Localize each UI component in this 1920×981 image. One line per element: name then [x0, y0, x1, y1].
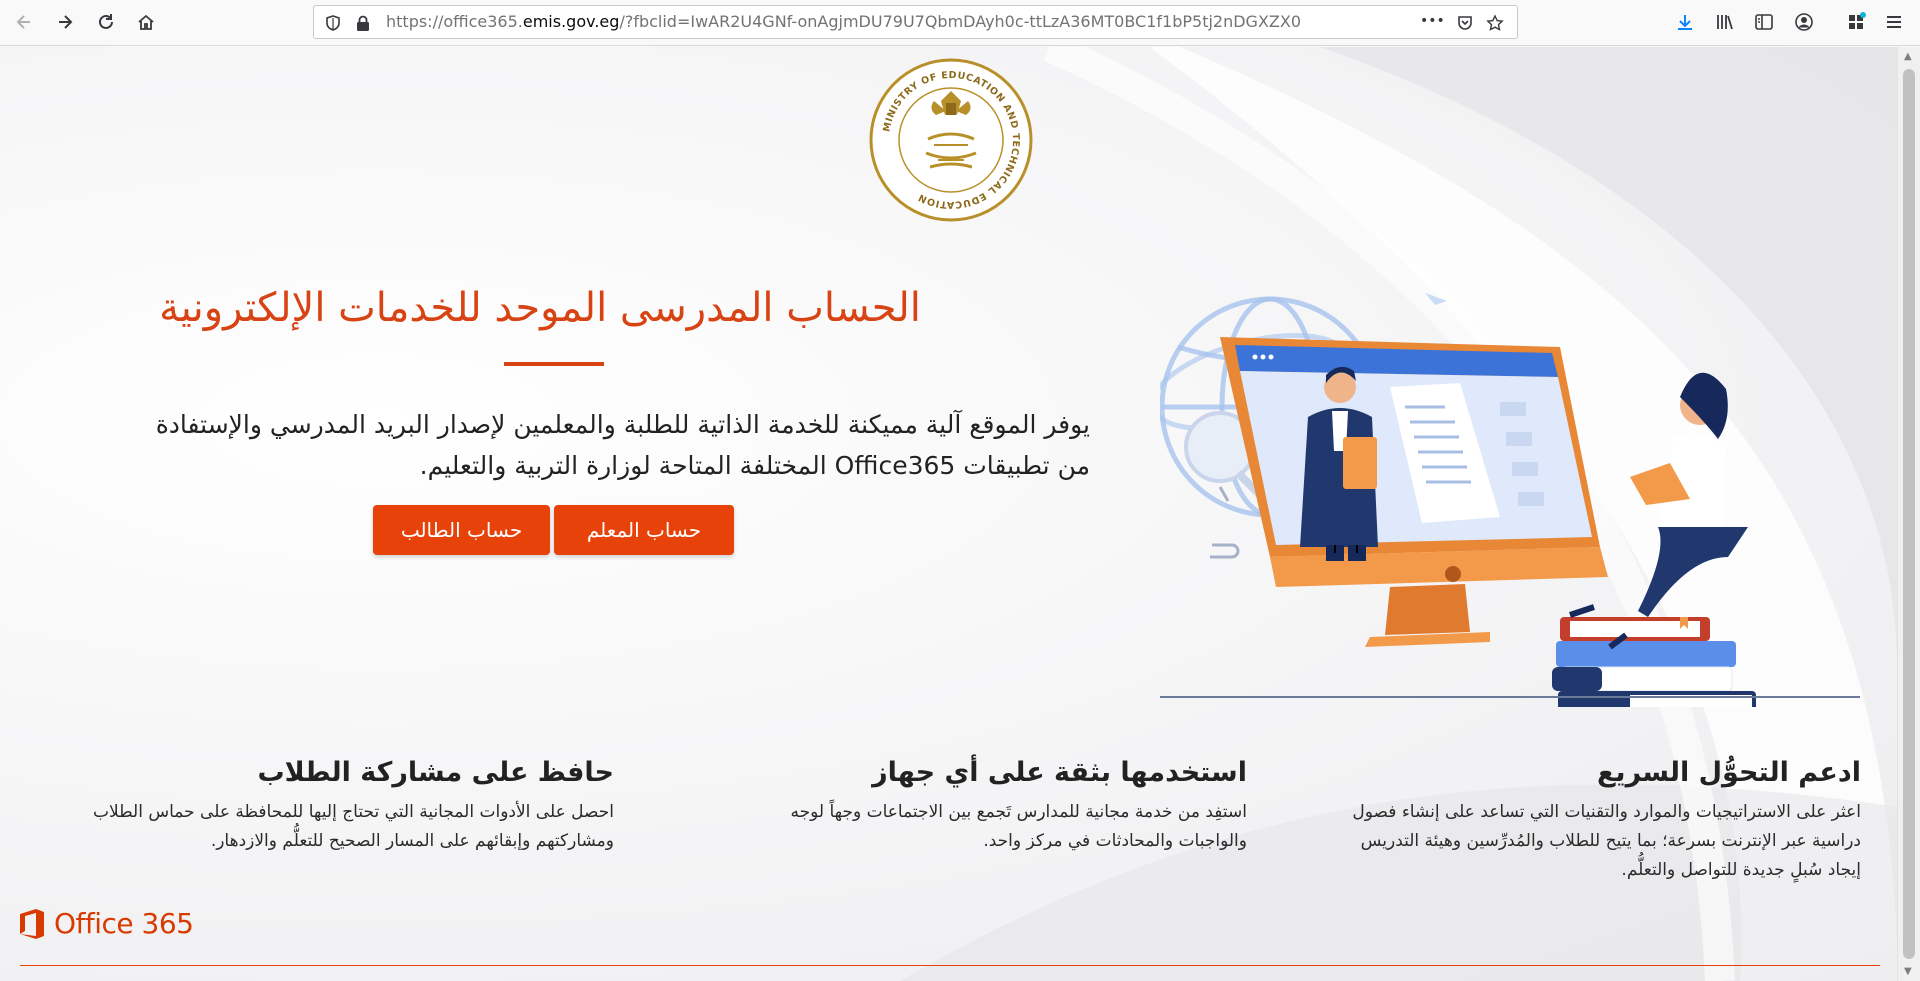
office365-label: Office 365	[54, 907, 194, 940]
feature-title: استخدمها بثقة على أي جهاز	[872, 757, 1247, 788]
url-prefix: https://office365.	[386, 12, 523, 31]
reload-button[interactable]	[90, 7, 122, 37]
forward-button[interactable]	[49, 7, 81, 37]
url-domain: emis.gov.eg	[522, 12, 620, 31]
download-arrow-icon	[1675, 12, 1695, 32]
library-button[interactable]	[1709, 7, 1741, 37]
hero-description-line: يوفر الموقع آلية مميكنة للخدمة الذاتية للطلبة والمعلمين لإصدار البريد المدرسي والإستفادة	[155, 410, 1090, 439]
feature-any-device	[687, 757, 1247, 856]
feature-text-line: استفِد من خدمة مجانية للمدارس تَجمع بين الاجتماعات وجهاً لوجه	[790, 802, 1247, 822]
account-icon	[1794, 12, 1814, 32]
e-learning-illustration	[1160, 287, 1860, 707]
feature-text-line: ومشاركتهم وإبقائهم على المسار الصحيح للتعلُّم والازدهار.	[210, 831, 614, 851]
library-icon	[1715, 12, 1735, 32]
hero-description-line: من تطبيقات Office365 المختلفة المتاحة لوزارة التربية والتعليم.	[419, 451, 1090, 480]
extensions-button[interactable]	[1840, 7, 1872, 37]
downloads-button[interactable]	[1669, 7, 1701, 37]
feature-text-line: احصل على الأدوات المجانية التي تحتاج إليها للمحافظة على حماس الطلاب	[92, 802, 614, 822]
student-account-button[interactable]: حساب الطالب	[373, 505, 550, 555]
svg-text:MINISTRY OF EDUCATION AND TECH: MINISTRY OF EDUCATION AND TECHNICAL EDUCATION	[881, 69, 1022, 211]
reload-icon	[96, 12, 116, 32]
url-text[interactable]	[386, 6, 1301, 38]
hero-title: الحساب المدرسى الموحد للخدمات الإلكترونية	[159, 285, 921, 331]
lock-icon[interactable]	[354, 14, 372, 32]
extensions-icon	[1846, 12, 1866, 32]
footer-divider	[20, 965, 1880, 966]
menu-button[interactable]	[1878, 7, 1910, 37]
home-button[interactable]	[130, 7, 162, 37]
teacher-account-button[interactable]: حساب المعلم	[554, 505, 734, 555]
books-stack-icon	[1552, 617, 1756, 707]
scroll-thumb[interactable]	[1903, 69, 1915, 959]
address-bar[interactable]	[313, 5, 1518, 39]
feature-text-line: دراسية عبر الإنترنت بسرعة؛ بما يتيح للطلاب والمُدرِّسين وهيئة التدريس	[1360, 831, 1861, 851]
scroll-up-arrow-icon[interactable]: ▲	[1904, 51, 1912, 62]
pocket-icon[interactable]	[1456, 14, 1474, 32]
title-underline	[504, 362, 604, 366]
feature-title: حافظ على مشاركة الطلاب	[257, 757, 614, 788]
tracking-shield-icon[interactable]	[324, 14, 342, 32]
home-icon	[136, 12, 156, 32]
back-arrow-icon	[14, 12, 34, 32]
page-actions-button[interactable]: •••	[1420, 13, 1445, 29]
paper-plane-icon	[1425, 293, 1447, 305]
paperclip-icon	[1210, 545, 1238, 557]
page-content	[0, 47, 1897, 981]
hamburger-menu-icon	[1884, 12, 1904, 32]
feature-text-line: اعثر على الاستراتيجيات والموارد والتقنيات التي تساعد على إنشاء فصول	[1352, 802, 1861, 822]
sidebar-button[interactable]	[1748, 7, 1780, 37]
bookmark-star-icon[interactable]	[1486, 14, 1504, 32]
feature-student-engagement	[14, 757, 614, 856]
ministry-seal-logo	[868, 57, 1034, 223]
browser-toolbar	[0, 0, 1920, 46]
sidebar-icon	[1754, 12, 1774, 32]
feature-text-line: والواجبات والمحادثات في مركز واحد.	[983, 831, 1247, 851]
office365-logo[interactable]	[18, 907, 194, 940]
back-button[interactable]	[8, 7, 40, 37]
url-suffix: /?fbclid=IwAR2U4GNf-onAgjmDU79U7QbmDAyh0c-ttLzA36MT0BC1f1bP5tj2nDGXZX0	[619, 12, 1302, 31]
page-scrollbar[interactable]	[1897, 47, 1920, 981]
student-figure	[1570, 373, 1748, 647]
feature-text-line: إيجاد سُبلٍ جديدة للتواصل والتعلُّم.	[1621, 860, 1861, 880]
feature-rapid-transition	[1261, 757, 1861, 885]
office-icon	[18, 908, 46, 940]
feature-title: ادعم التحوُّل السريع	[1596, 757, 1861, 788]
hero-description	[40, 404, 1090, 486]
account-button[interactable]	[1788, 7, 1820, 37]
forward-arrow-icon	[55, 12, 75, 32]
scroll-down-arrow-icon[interactable]: ▼	[1904, 966, 1912, 977]
